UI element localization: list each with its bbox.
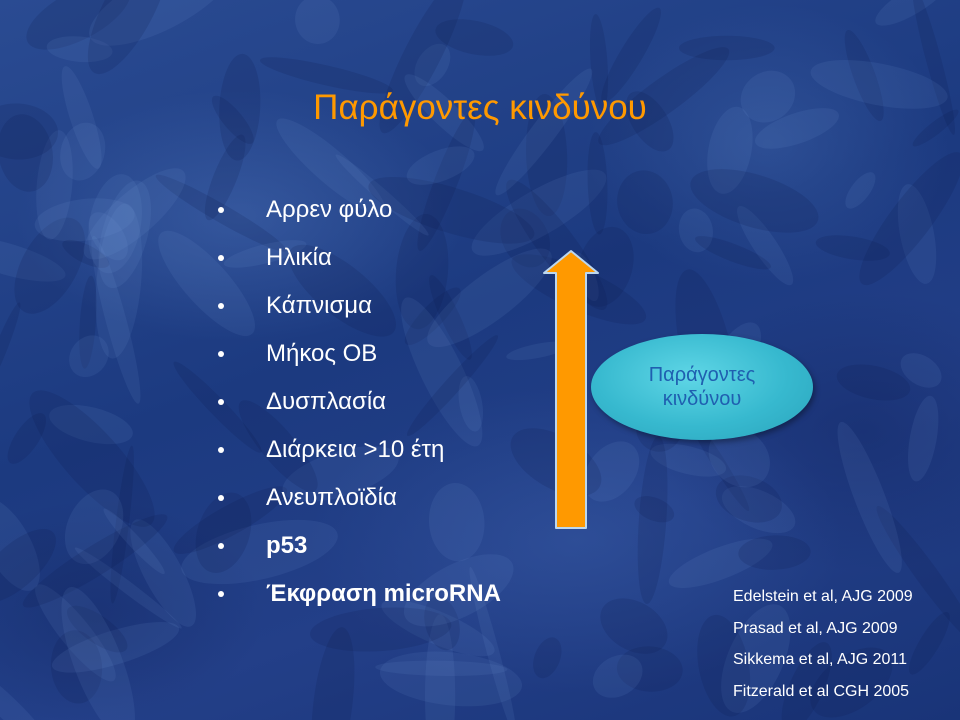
list-item [218, 240, 501, 288]
list-item-text: Δυσπλασία [266, 388, 387, 415]
list-item [218, 576, 501, 624]
texture-blot [869, 0, 954, 34]
bullet-dot-icon [218, 303, 224, 309]
reference-item: Prasad et al, AJG 2009 [733, 619, 898, 637]
bullet-dot-icon [218, 447, 224, 453]
list-item [218, 288, 501, 336]
texture-blot [586, 132, 609, 235]
bullet-dot-icon [218, 351, 224, 357]
list-item-text: Κάπνισμα [266, 292, 372, 319]
bullet-dot-icon [218, 255, 224, 261]
texture-blot [846, 141, 960, 296]
list-item [218, 432, 501, 480]
list-item-text: Διάρκεια >10 έτη [266, 436, 445, 463]
ellipse-label: Παράγοντες κινδύνου [648, 364, 756, 410]
texture-blot [0, 300, 25, 401]
risk-factor-list [218, 192, 501, 624]
list-item [218, 336, 501, 384]
texture-blot [902, 394, 943, 484]
list-item [218, 480, 501, 528]
list-item [218, 528, 501, 576]
texture-blot [0, 653, 58, 720]
reference-list [733, 584, 913, 710]
bullet-dot-icon [218, 543, 224, 549]
list-item-text: Ηλικία [266, 244, 332, 271]
texture-blot [292, 0, 343, 47]
reference-item: Edelstein et al, AJG 2009 [733, 588, 913, 605]
reference-item: Fitzerald et al CGH 2005 [733, 682, 910, 700]
list-item-text: p53 [266, 532, 308, 559]
bullet-dot-icon [218, 399, 224, 405]
list-item [218, 384, 501, 432]
bullet-dot-icon [218, 207, 224, 213]
texture-blot [840, 167, 881, 213]
bullet-dot-icon [218, 495, 224, 501]
list-item-text: Ανευπλοϊδία [266, 484, 397, 511]
texture-blot [827, 417, 913, 579]
texture-blot [528, 633, 567, 682]
list-item [218, 192, 501, 240]
reference-item: Sikkema et al, AJG 2011 [733, 651, 908, 668]
bullet-dot-icon [218, 591, 224, 597]
risk-factors-ellipse [591, 334, 813, 440]
list-item-text: Μήκος ΟΒ [266, 340, 378, 367]
list-item-text: Έκφραση microRNA [266, 580, 501, 607]
list-item-text: Αρρεν φύλο [266, 196, 393, 223]
texture-blot [612, 166, 678, 238]
slide-title: Παράγοντες κινδύνου [313, 88, 647, 127]
